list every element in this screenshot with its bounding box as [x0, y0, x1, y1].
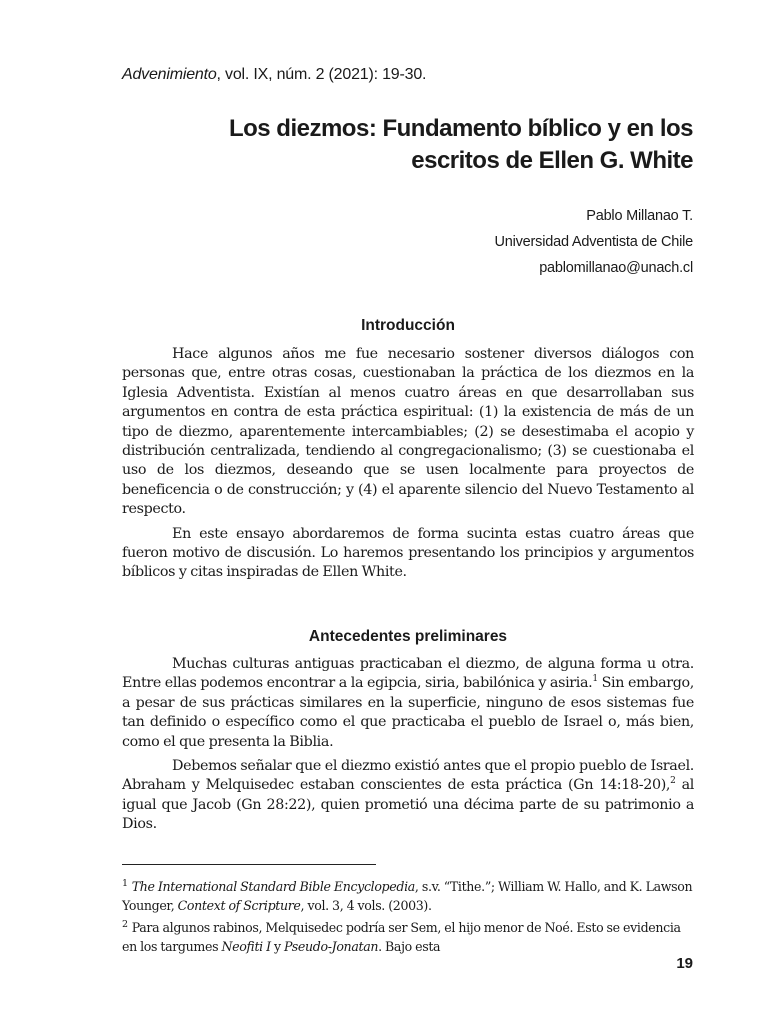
footnote-text: Para algunos rabinos, Melquisedec podría ser Sem, el hijo menor de Noé. Esto se evidencia en los targumes — [122, 920, 681, 954]
footnote-number: 1 — [122, 877, 128, 889]
footnote-italic: Neofiti I — [221, 939, 271, 954]
footnote-text: , vol. 3, 4 vols. (2003). — [300, 898, 432, 913]
author-block — [494, 203, 693, 281]
page-number: 19 — [676, 955, 693, 972]
footnote-number: 2 — [122, 918, 128, 930]
paragraph-text: Sin embargo, a pesar de sus prácticas similares en la superficie, ninguno de esos sistemas fue tan definido o específico como el que practicaba el pueblo de Israel o, más bien, como el que presenta la Biblia. — [122, 675, 695, 750]
paragraph — [122, 655, 694, 752]
paragraph-text: Muchas culturas antiguas practicaban el diezmo, de alguna forma u otra. Entre ellas podemos encontrar a la egipcia, siria, babilónica y asiria. — [122, 656, 694, 692]
footnote-text: , s.v. “Tithe.”; William W. Hallo, and K. Lawson Younger, — [122, 879, 693, 913]
journal-citation — [122, 66, 426, 84]
footnote-ref-1[interactable]: 1 — [592, 674, 598, 685]
author-affiliation: Universidad Adventista de Chile — [494, 234, 693, 250]
paragraph — [122, 757, 694, 835]
footnote-italic: Pseudo-Jonatan — [284, 939, 379, 954]
section-heading-introduccion: Introducción — [361, 317, 455, 334]
journal-details: , vol. IX, núm. 2 (2021): 19-30. — [216, 66, 427, 83]
footnote-ref-2[interactable]: 2 — [670, 776, 676, 787]
footnote-italic: The International Standard Bible Encyclopedia — [131, 879, 415, 894]
footnote-italic: Context of Scripture — [177, 898, 301, 913]
article-title — [173, 113, 693, 177]
article-title-line-2: escritos de Ellen G. White — [411, 147, 693, 174]
footnote-2 — [122, 918, 694, 956]
paragraph-text: Debemos señalar que el diezmo existió antes que el propio pueblo de Israel. Abraham y Melquisedec estaban conscientes de esta práctica (Gn 14:18-20), — [122, 758, 694, 794]
footnote-text: y — [270, 939, 285, 954]
author-name: Pablo Millanao T. — [586, 208, 693, 224]
journal-name: Advenimiento — [122, 66, 217, 83]
section-body-introduccion — [122, 345, 694, 588]
footnote-divider — [122, 864, 376, 865]
footnotes — [122, 877, 694, 959]
paragraph: Hace algunos años me fue necesario sostener diversos diálogos con personas que, entre otras cosas, cuestionaban la práctica de los diezmos en la Iglesia Adventista. Existían al menos cuatro áreas en que desarrollaban sus argumentos en contra de esta práctica espiritual: (1) la existencia de más de un tipo de diezmo, aparentemente intercambiables; (2) se desestimaba el acopio y distribución centralizada, tendiendo al congregacionalismo; (3) se cuestionaba el uso de los diezmos, deseando que se usen localmente para proyectos de beneficencia o de construcción; y (4) el aparente silencio del Nuevo Testamento al respecto. — [122, 346, 694, 518]
author-email: pablomillanao@unach.cl — [539, 260, 693, 276]
paragraph-text: al igual que Jacob (Gn 28:22), quien prometió una décima parte de su patrimonio a Dios. — [122, 777, 695, 833]
section-heading-antecedentes: Antecedentes preliminares — [308, 628, 508, 645]
paragraph: En este ensayo abordaremos de forma sucinta estas cuatro áreas que fueron motivo de discusión. Lo haremos presentando los principios y argumentos bíblicos y citas inspiradas de Ellen White. — [122, 525, 694, 581]
footnote-text: . Bajo esta — [378, 939, 441, 954]
footnote-1 — [122, 877, 694, 915]
article-title-line-1: Los diezmos: Fundamento bíblico y en los — [228, 115, 693, 142]
section-body-antecedentes — [122, 655, 694, 840]
